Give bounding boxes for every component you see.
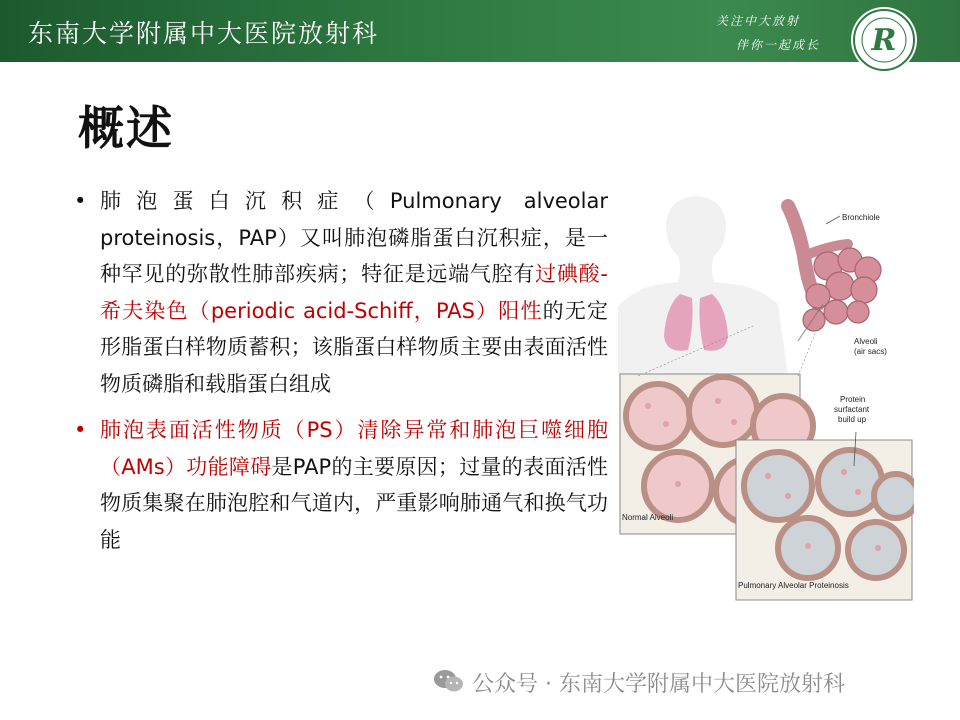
bullet-1: [72, 183, 608, 402]
label-protein-3: build up: [838, 415, 867, 424]
header-title: 东南大学附属中大医院放射科: [28, 19, 380, 48]
wechat-icon: [432, 667, 466, 695]
label-bronchiole: Bronchiole: [842, 213, 880, 222]
bullet-1-highlight: 过碘酸-希夫染色（periodic acid-Schiff，PAS）阳性: [100, 262, 609, 323]
bullet-dot: •: [74, 189, 87, 213]
label-protein-2: surfactant: [834, 405, 870, 414]
bullet-2-text: 是PAP的主要原因；过量的表面活性物质集聚在肺泡腔和气道内，严重影响肺通气和换气功能: [100, 454, 608, 552]
label-alveoli: Alveoli: [854, 337, 878, 346]
bullet-1-text-b: 的无定形脂蛋白样物质蓄积；该脂蛋白样物质主要由表面活性物质磷脂和载脂蛋白组成: [100, 298, 608, 396]
bullet-2: [72, 412, 608, 558]
slogan-line-2: 伴你一起成长: [736, 38, 821, 52]
watermark-text: 公众号 · 东南大学附属中大医院放射科: [472, 672, 845, 697]
label-normal-alveoli: Normal Alveoli: [622, 513, 674, 522]
logo-letter: R: [871, 23, 897, 58]
bullet-list: [72, 183, 608, 558]
label-air-sacs: (air sacs): [854, 347, 887, 356]
alveoli-illustration: [618, 186, 914, 610]
bullet-1-text-a: 肺泡蛋白沉积症（Pulmonary alveolar proteinosis，PAP）又叫肺泡磷脂蛋白沉积症，是一种罕见的弥散性肺部疾病；特征是远端气腔有: [100, 189, 608, 286]
bullet-2-highlight: 肺泡表面活性物质（PS）清除异常和肺泡巨噬细胞（AMs）功能障碍: [100, 418, 608, 479]
page-title: 概述: [78, 101, 174, 155]
label-pap: Pulmonary Alveolar Proteinosis: [738, 581, 849, 590]
bullet-dot: •: [74, 418, 87, 442]
label-protein-1: Protein: [840, 395, 866, 404]
header-bar: [0, 0, 960, 62]
hospital-logo-icon: [844, 4, 924, 84]
slogan-line-1: 关注中大放射: [716, 14, 801, 28]
